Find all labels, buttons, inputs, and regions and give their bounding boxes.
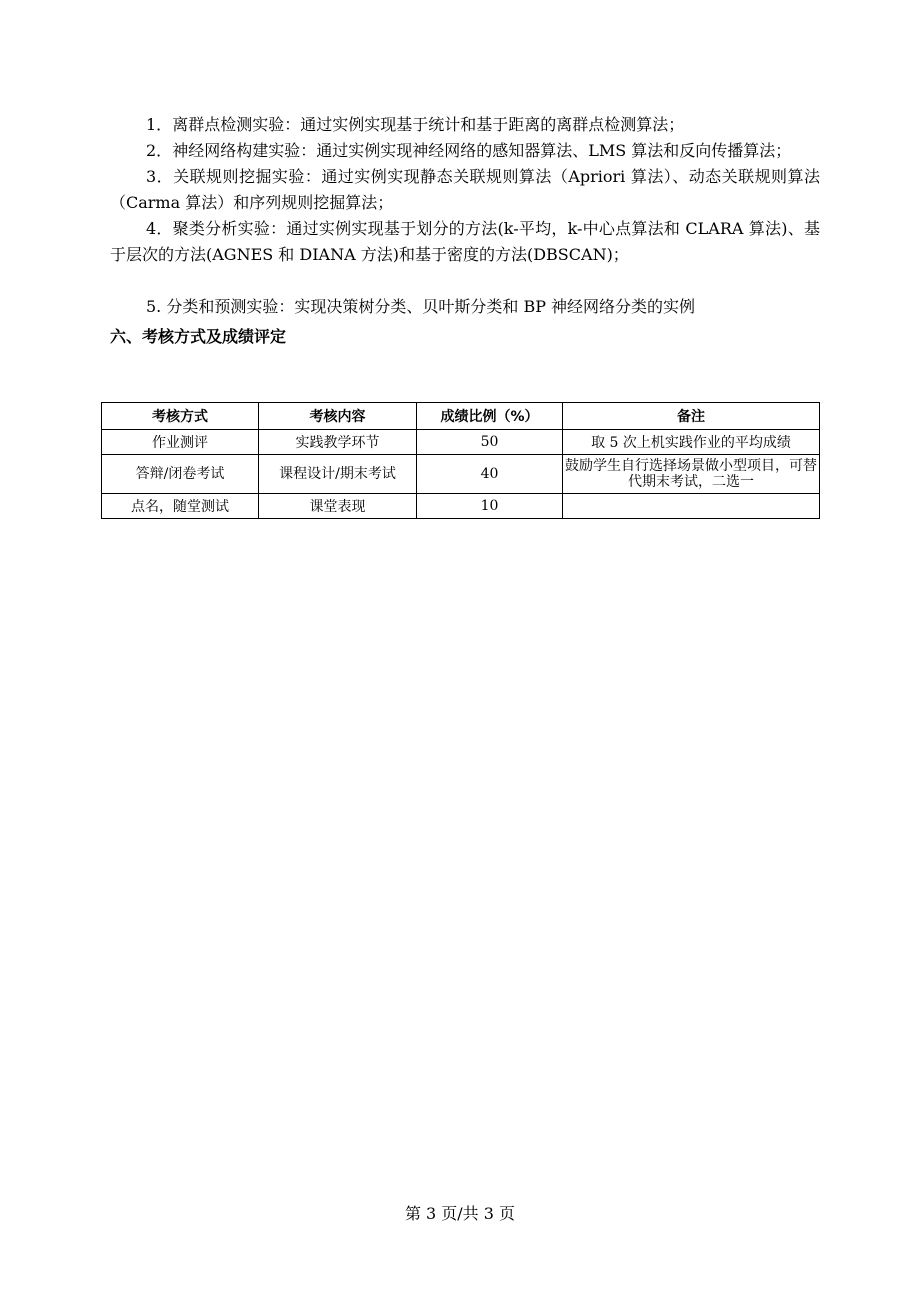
item-number: 4．	[146, 219, 173, 238]
table-cell	[563, 494, 820, 519]
table-cell: 50	[417, 430, 563, 455]
section-heading: 六、考核方式及成绩评定	[110, 327, 287, 346]
list-item	[110, 164, 820, 216]
table-row	[102, 494, 820, 519]
table-cell: 课程设计/期末考试	[259, 455, 417, 494]
item-number: 5.	[146, 297, 167, 316]
table-cell: 答辩/闭卷考试	[102, 455, 259, 494]
item-text: 聚类分析实验：通过实例实现基于划分的方法(k-平均，k-中心点算法和 CLARA 算法)、基于层次的方法(AGNES 和 DIANA 方法)和基于密度的方法(DBSCAN)；	[110, 219, 820, 264]
table-cell: 点名，随堂测试	[102, 494, 259, 519]
item-text: 神经网络构建实验：通过实例实现神经网络的感知器算法、LMS 算法和反向传播算法；	[172, 141, 792, 160]
table-row	[102, 455, 820, 494]
table-row	[102, 430, 820, 455]
assessment-table	[101, 402, 820, 519]
item-number: 3．	[146, 167, 174, 186]
column-header: 考核方式	[102, 403, 259, 430]
list-item	[110, 138, 820, 164]
item-text: 关联规则挖掘实验：通过实例实现静态关联规则算法（Apriori 算法）、动态关联规则算法（Carma 算法）和序列规则挖掘算法；	[110, 167, 820, 212]
table-header-row	[102, 403, 820, 430]
table-cell: 10	[417, 494, 563, 519]
experiment-list	[110, 112, 820, 352]
list-item	[110, 294, 820, 320]
column-header: 考核内容	[259, 403, 417, 430]
table-cell: 40	[417, 455, 563, 494]
column-header: 成绩比例（%）	[417, 403, 563, 430]
list-item	[110, 112, 820, 138]
table-cell: 课堂表现	[259, 494, 417, 519]
item-number: 1．	[146, 115, 173, 134]
table-cell: 取 5 次上机实践作业的平均成绩	[563, 430, 820, 455]
item-text: 分类和预测实验：实现决策树分类、贝叶斯分类和 BP 神经网络分类的实例	[166, 297, 696, 316]
list-item	[110, 216, 820, 268]
column-header: 备注	[563, 403, 820, 430]
table-cell: 作业测评	[102, 430, 259, 455]
page-footer: 第 3 页/共 3 页	[404, 1204, 516, 1223]
table-cell: 鼓励学生自行选择场景做小型项目，可替代期末考试，二选一	[563, 455, 820, 494]
table-cell: 实践教学环节	[259, 430, 417, 455]
item-number: 2．	[146, 141, 173, 160]
item-text: 离群点检测实验：通过实例实现基于统计和基于距离的离群点检测算法；	[172, 115, 685, 134]
